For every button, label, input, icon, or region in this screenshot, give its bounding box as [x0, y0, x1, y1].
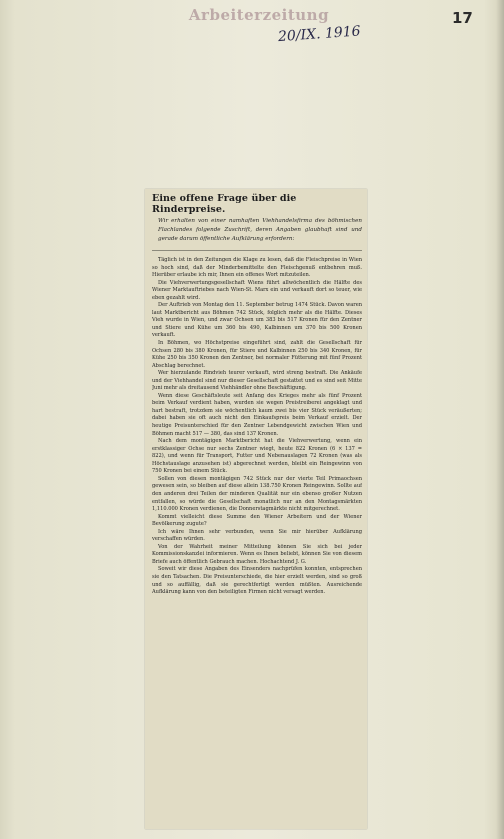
article-paragraph: Nach dem montägigen Marktbericht hat die Viehverwertung, wenn ein erstklassiger Ochse nur sechs Zentner wiegt, heute 822 Kronen (6 × 137 = 822), und wenn für Transport, Futter und Nebenauslagen 72 Kronen (was als Höchstauslage anzusehen ist) abgerechnet werden, bleibt ein Reingewinn von 750 Kronen bei einem Stück.	[152, 438, 362, 475]
article-paragraph: Kommt vielleicht diese Summe den Wiener Arbeitern und der Wiener Bevölkerung zugute?	[152, 513, 362, 528]
divider	[152, 250, 362, 251]
article-paragraph: Soweit wir diese Angaben des Einsenders nachprüfen konnten, entsprechen sie den Tatsachen. Die Preisunterschiede, die hier erzielt werden, sind so groß und so auffällig, daß sie gerechtfertigt werden müßten. Ausreichende Aufklärung kann von den beteiligten Firmen nicht versagt werden.	[152, 566, 362, 596]
page-number: 17	[452, 9, 473, 27]
article-paragraph: Der Auftrieb von Montag den 11. September betrug 1474 Stück. Davon waren laut Marktbericht aus Böhmen 742 Stück, folglich mehr als die Hälfte. Dieses Vieh wurde in Wien, und zwar Ochsen um 383 bis 517 Kronen für den Zentner und Stiere und Kühe um 360 bis 490, Kalbinnen um 370 bis 500 Kronen verkauft.	[152, 302, 362, 339]
article-paragraph: Von der Wahrheit meiner Mitteilung können Sie sich bei jeder Kommissionskanzlei informieren. Wenn es Ihnen beliebt, können Sie von diesem Briefe auch öffentlich Gebrauch machen. Hochachtend J. G.	[152, 543, 362, 565]
handwritten-date: 20/IX. 1916	[277, 23, 362, 46]
page-edge-shadow	[496, 0, 504, 839]
article-paragraph: Wenn diese Geschäftsleute seit Anfang des Krieges mehr als fünf Prozent beim Verkauf verdient haben, wurden sie wegen Preistreiberei angeklagt und hart bestraft, trotzdem sie wöchentlich kaum zwei bis vier Stück veräußerten; dabei haben sie oft auch nicht den Einkaufspreis beim Verkauf erzielt. Der heutige Preisunterschied für den Zentner Lebendgewicht zwischen Wien und Böhmen macht 517 — 380, das sind 137 Kronen.	[152, 392, 362, 437]
article-paragraph: Die Viehverwertungsgesellschaft Wiens führt allwöchentlich die Hälfte des Wiener Marktauftriebes nach Wien-St. Marx ein und verkauft dort so teuer, wie eben gezahlt wird.	[152, 279, 362, 301]
clipping-content	[152, 193, 362, 825]
newspaper-stamp: Arbeiterzeitung	[188, 6, 330, 24]
newspaper-clipping	[145, 189, 367, 829]
article-paragraph: Wer hierzulande Rindvieh teurer verkauft, wird streng bestraft. Die Ankäufe und der Viehhandel sind nur dieser Gesellschaft gestattet und es sind seit Mitte Juni mehr als dreitausend Viehhändler ohne Beschäftigung.	[152, 370, 362, 392]
article-paragraph: Täglich ist in den Zeitungen die Klage zu lesen, daß die Fleischpreise in Wien so hoch sind, daß der Minderbemittelte den Fleischgenuß entbehren muß. Hierüber erlaube ich mir, Ihnen ein offenes Wort mitzuteilen.	[152, 257, 362, 279]
article-headline: Eine offene Frage über die Rinderpreise.	[152, 193, 297, 215]
article-paragraph: In Böhmen, wo Höchstpreise eingeführt sind, zahlt die Gesellschaft für Ochsen 280 bis 380 Kronen, für Stiere und Kalbinnen 250 bis 340 Kronen, für Kühe 250 bis 350 Kronen den Zentner, bei normaler Fütterung mit fünf Prozent Abschlag berechnet.	[152, 340, 362, 369]
article-paragraph: Sollen von diesen montägigen 742 Stück nur der vierte Teil Primaochsen gewesen sein, so bleiben auf diese allein 138.750 Kronen Reingewinn. Sollte auf den anderen drei Teilen der minderen Qualität nur ein ebenso großer Nutzen entfallen, so würde die Gesellschaft monatlich nur an den Montagsmärkten 1,110.000 Kronen verdienen, die Donnerstagmärkte nicht mitgerechnet.	[152, 475, 362, 513]
article-paragraph: Ich wäre Ihnen sehr verbunden, wenn Sie mir hierüber Aufklärung verschaffen würden.	[152, 528, 362, 543]
article-intro: Wir erhalten von einer namhaften Viehhandelsfirma des böhmischen Flachlandes folgende Zuschrift, deren Angaben glaubhaft sind und gerade darum öffentliche Aufklärung erfordern:	[158, 218, 362, 242]
